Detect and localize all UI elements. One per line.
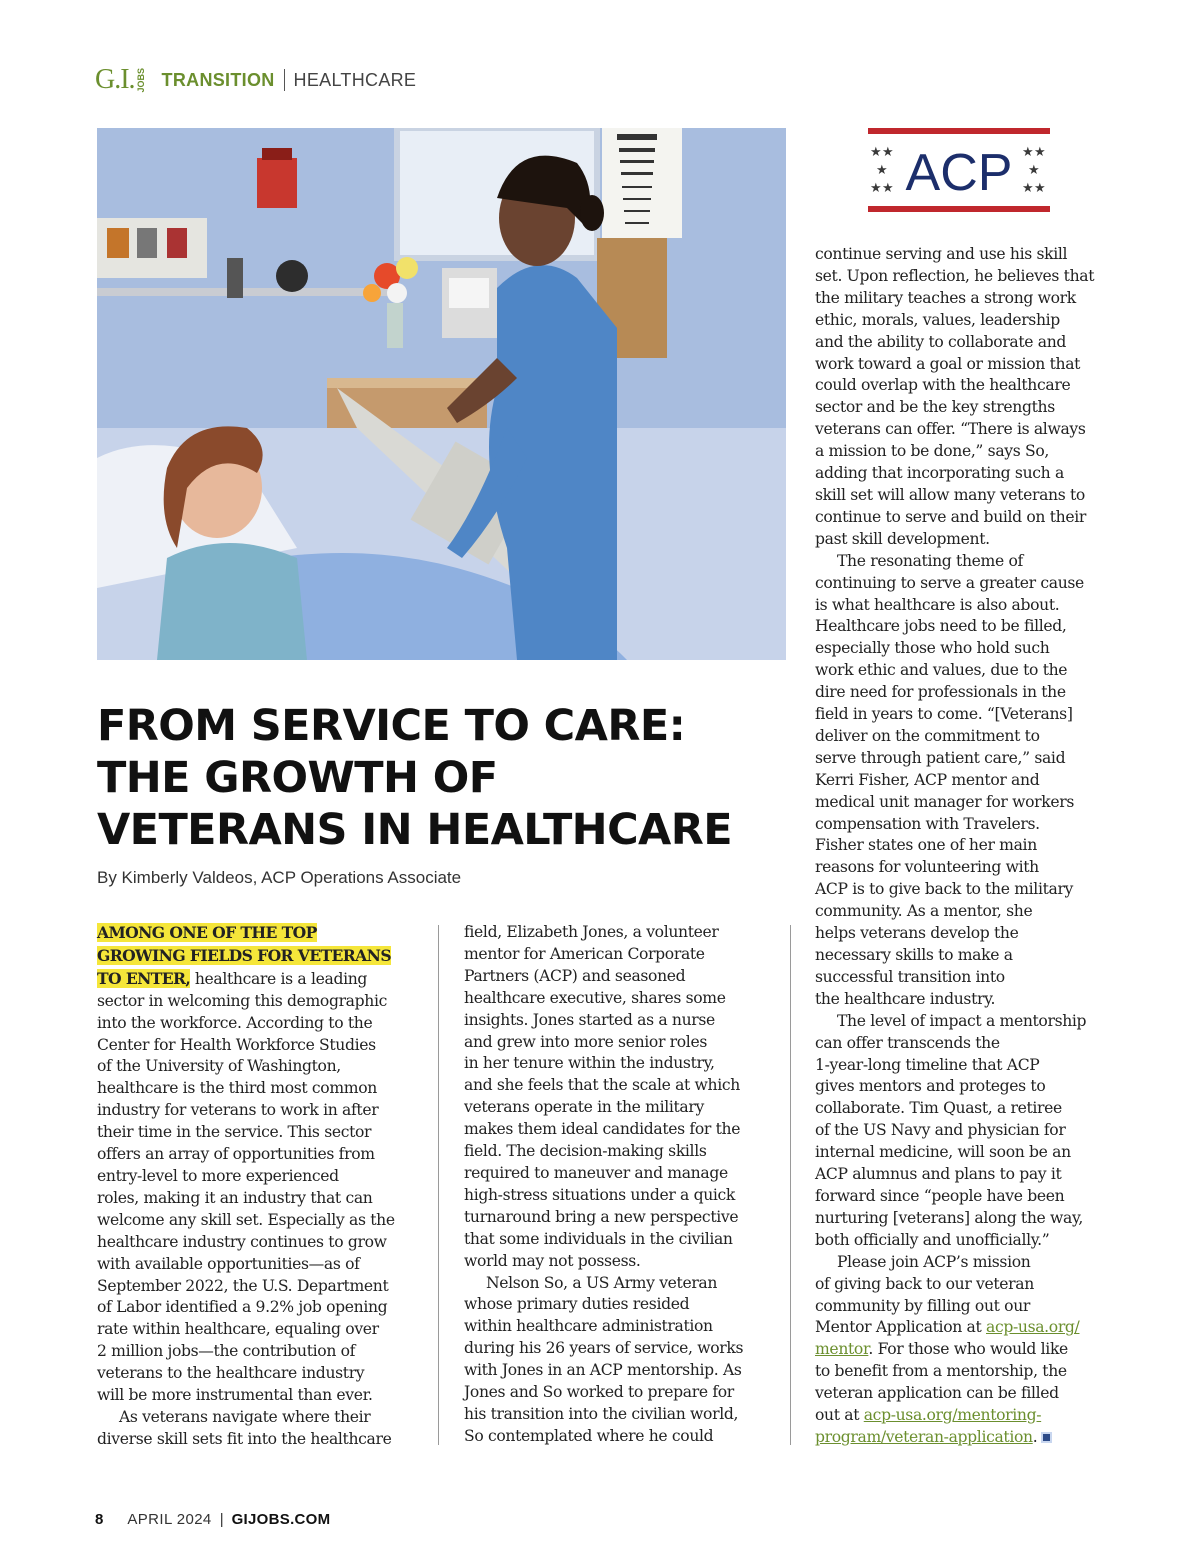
text-line: rate within healthcare, equaling over xyxy=(97,1320,379,1339)
text-line: Kerri Fisher, ACP mentor and xyxy=(815,770,1040,789)
text-line: field in years to come. “[Veterans] xyxy=(815,705,1073,724)
text-line: sector and be the key strengths xyxy=(815,398,1055,417)
lead-in-highlight: TO ENTER, xyxy=(97,968,191,988)
logo-mark: G.I. xyxy=(95,64,135,95)
lead-in-highlight: AMONG ONE OF THE TOP xyxy=(97,923,317,942)
text-line: a mission to be done,” says So, xyxy=(815,442,1049,461)
title-line: FROM SERVICE TO CARE: xyxy=(97,701,686,751)
text-line: The resonating theme of xyxy=(837,551,1023,570)
text-line: serve through patient care,” said xyxy=(815,748,1066,767)
section-label: TRANSITION xyxy=(161,69,275,90)
text-line: world may not possess. xyxy=(464,1251,641,1270)
text-line: successful transition into xyxy=(815,967,1005,986)
text-line: healthcare is a leading xyxy=(190,969,368,988)
text-line: Please join ACP’s mission xyxy=(837,1252,1031,1271)
text-line: . xyxy=(1032,1427,1038,1446)
topic-label: HEALTHCARE xyxy=(293,69,417,90)
byline: By Kimberly Valdeos, ACP Operations Associate xyxy=(97,868,462,887)
text-line: field, Elizabeth Jones, a volunteer xyxy=(464,923,719,941)
text-line: out at xyxy=(815,1406,864,1425)
text-line: during his 26 years of service, works xyxy=(464,1339,744,1358)
text-line: veterans can offer. “There is always xyxy=(815,420,1086,439)
text-line: deliver on the commitment to xyxy=(815,726,1040,745)
gi-jobs-logo xyxy=(95,64,146,96)
text-line: Healthcare jobs need to be filled, xyxy=(815,617,1067,636)
text-line: the military teaches a strong work xyxy=(815,288,1076,307)
text-line: adding that incorporating such a xyxy=(815,464,1064,483)
text-line: set. Upon reflection, he believes that xyxy=(815,266,1095,285)
text-line: continuing to serve a greater cause xyxy=(815,573,1084,592)
text-line: community by filling out our xyxy=(815,1296,1030,1315)
text-line: of the University of Washington, xyxy=(97,1057,341,1076)
text-line: work ethic and values, due to the xyxy=(815,661,1068,680)
svg-text:★: ★ xyxy=(882,145,894,160)
acp-logo xyxy=(868,128,1050,212)
text-line: his transition into the civilian world, xyxy=(464,1404,739,1423)
text-line: insights. Jones started as a nurse xyxy=(464,1010,715,1029)
text-line: . For those who would like xyxy=(868,1340,1068,1359)
text-line: gives mentors and proteges to xyxy=(815,1077,1046,1096)
text-line: September 2022, the U.S. Department xyxy=(97,1276,389,1295)
text-line: of giving back to our veteran xyxy=(815,1274,1034,1293)
text-line: whose primary duties resided xyxy=(464,1295,690,1314)
text-line: skill set will allow many veterans to xyxy=(815,485,1085,504)
article-column-1 xyxy=(97,922,417,1451)
text-line: within healthcare administration xyxy=(464,1317,713,1336)
text-line: healthcare executive, shares some xyxy=(464,988,726,1007)
article-title xyxy=(97,700,807,856)
text-line: diverse skill sets fit into the healthcare xyxy=(97,1429,392,1448)
text-line: their time in the service. This sector xyxy=(97,1123,372,1142)
text-line: into the workforce. According to the xyxy=(97,1013,373,1032)
article-column-3 xyxy=(815,244,1115,1449)
svg-text:★: ★ xyxy=(1034,181,1046,196)
text-line: 1-year-long timeline that ACP xyxy=(815,1055,1040,1074)
text-line: ACP alumnus and plans to pay it xyxy=(815,1165,1062,1184)
text-line: Nelson So, a US Army veteran xyxy=(486,1273,718,1292)
text-line: Center for Health Workforce Studies xyxy=(97,1035,376,1054)
text-line: Partners (ACP) and seasoned xyxy=(464,966,686,985)
svg-text:★: ★ xyxy=(1028,163,1040,178)
hero-photo xyxy=(97,128,786,660)
text-line: internal medicine, will soon be an xyxy=(815,1143,1071,1162)
svg-text:★: ★ xyxy=(1034,145,1046,160)
text-line: Mentor Application at xyxy=(815,1318,986,1337)
mentor-application-link[interactable]: acp-usa.org/ xyxy=(986,1318,1080,1337)
page-header xyxy=(95,64,416,96)
text-line: field. The decision-making skills xyxy=(464,1142,707,1161)
text-line: with available opportunities—as of xyxy=(97,1254,360,1273)
text-line: Fisher states one of her main xyxy=(815,836,1037,855)
text-line: community. As a mentor, she xyxy=(815,902,1033,921)
svg-text:★: ★ xyxy=(1022,145,1034,160)
title-line: THE GROWTH OF xyxy=(97,753,498,803)
text-line: high-stress situations under a quick xyxy=(464,1185,736,1204)
text-line: will be more instrumental than ever. xyxy=(97,1386,373,1405)
text-line: in her tenure within the industry, xyxy=(464,1054,715,1073)
veteran-application-link[interactable]: acp-usa.org/mentoring- xyxy=(863,1406,1042,1425)
text-line: nurturing [veterans] along the way, xyxy=(815,1208,1083,1227)
text-line: continue to serve and build on their xyxy=(815,507,1086,526)
mentor-application-link[interactable]: mentor xyxy=(815,1340,869,1359)
text-line: past skill development. xyxy=(815,529,990,548)
text-line: dire need for professionals in the xyxy=(815,683,1066,702)
text-line: welcome any skill set. Especially as the xyxy=(97,1210,395,1229)
text-line: compensation with Travelers. xyxy=(815,814,1040,833)
end-mark-icon xyxy=(1041,1432,1052,1443)
lead-in-highlight: GROWING FIELDS FOR VETERANS xyxy=(97,945,391,965)
footer-divider: | xyxy=(219,1511,224,1528)
text-line: healthcare industry continues to grow xyxy=(97,1232,387,1251)
svg-text:★: ★ xyxy=(1022,181,1034,196)
text-line: ACP is to give back to the military xyxy=(815,880,1074,899)
title-line: VETERANS IN HEALTHCARE xyxy=(97,805,732,855)
text-line: both officially and unofficially.” xyxy=(815,1230,1050,1249)
svg-text:★: ★ xyxy=(876,163,888,178)
text-line: forward since “people have been xyxy=(815,1186,1065,1205)
logo-sub: JOBS xyxy=(135,67,146,93)
text-line: necessary skills to make a xyxy=(815,946,1013,964)
text-line: of Labor identified a 9.2% job opening xyxy=(97,1298,388,1317)
text-line: veterans operate in the military xyxy=(464,1098,704,1117)
text-line: offers an array of opportunities from xyxy=(97,1145,375,1164)
acp-logo-text: ACP xyxy=(905,144,1013,202)
text-line: can offer transcends the xyxy=(815,1033,1000,1052)
text-line: industry for veterans to work in after xyxy=(97,1101,379,1120)
svg-text:★: ★ xyxy=(882,181,894,196)
text-line: veteran application can be filled xyxy=(815,1384,1059,1403)
text-line: The level of impact a mentorship xyxy=(837,1011,1087,1030)
text-line: work toward a goal or mission that xyxy=(815,354,1081,373)
page-footer xyxy=(95,1511,330,1528)
text-line: of the US Navy and physician for xyxy=(815,1121,1066,1140)
text-line: entry-level to more experienced xyxy=(97,1166,339,1185)
text-line: As veterans navigate where their xyxy=(119,1407,371,1426)
text-line: healthcare is the third most common xyxy=(97,1079,377,1098)
text-line: medical unit manager for workers xyxy=(815,792,1074,811)
text-line: ethic, morals, values, leadership xyxy=(815,310,1060,329)
text-line: mentor for American Corporate xyxy=(464,944,705,963)
text-line: especially those who hold such xyxy=(815,639,1050,658)
text-line: and grew into more senior roles xyxy=(464,1032,707,1051)
text-line: veterans to the healthcare industry xyxy=(97,1364,365,1383)
article-column-2 xyxy=(464,922,774,1448)
text-line: 2 million jobs—the contribution of xyxy=(97,1342,356,1361)
header-divider xyxy=(284,69,285,91)
text-line: the healthcare industry. xyxy=(815,989,996,1008)
column-divider xyxy=(438,925,439,1445)
svg-text:★: ★ xyxy=(870,145,882,160)
text-line: that some individuals in the civilian xyxy=(464,1229,733,1248)
text-line: could overlap with the healthcare xyxy=(815,376,1071,395)
text-line: and the ability to collaborate and xyxy=(815,332,1067,351)
site-name[interactable]: GIJOBS.COM xyxy=(231,1511,331,1528)
text-line: to benefit from a mentorship, the xyxy=(815,1362,1067,1381)
text-line: collaborate. Tim Quast, a retiree xyxy=(815,1099,1062,1118)
text-line: reasons for volunteering with xyxy=(815,858,1039,877)
text-line: continue serving and use his skill xyxy=(815,245,1068,263)
issue-date: APRIL 2024 xyxy=(127,1511,212,1528)
text-line: sector in welcoming this demographic xyxy=(97,991,387,1010)
text-line: So contemplated where he could xyxy=(464,1426,714,1445)
text-line: is what healthcare is also about. xyxy=(815,595,1060,614)
text-line: Jones and So worked to prepare for xyxy=(464,1383,734,1402)
text-line: required to maneuver and manage xyxy=(464,1163,728,1182)
column-divider xyxy=(790,925,791,1445)
text-line: helps veterans develop the xyxy=(815,924,1019,943)
svg-text:★: ★ xyxy=(870,181,882,196)
text-line: and she feels that the scale at which xyxy=(464,1076,740,1095)
text-line: turnaround bring a new perspective xyxy=(464,1207,739,1226)
text-line: makes them ideal candidates for the xyxy=(464,1120,741,1139)
veteran-application-link[interactable]: program/veteran-application xyxy=(815,1427,1033,1446)
page-number: 8 xyxy=(95,1511,104,1528)
text-line: roles, making it an industry that can xyxy=(97,1188,373,1207)
text-line: with Jones in an ACP mentorship. As xyxy=(464,1361,742,1380)
